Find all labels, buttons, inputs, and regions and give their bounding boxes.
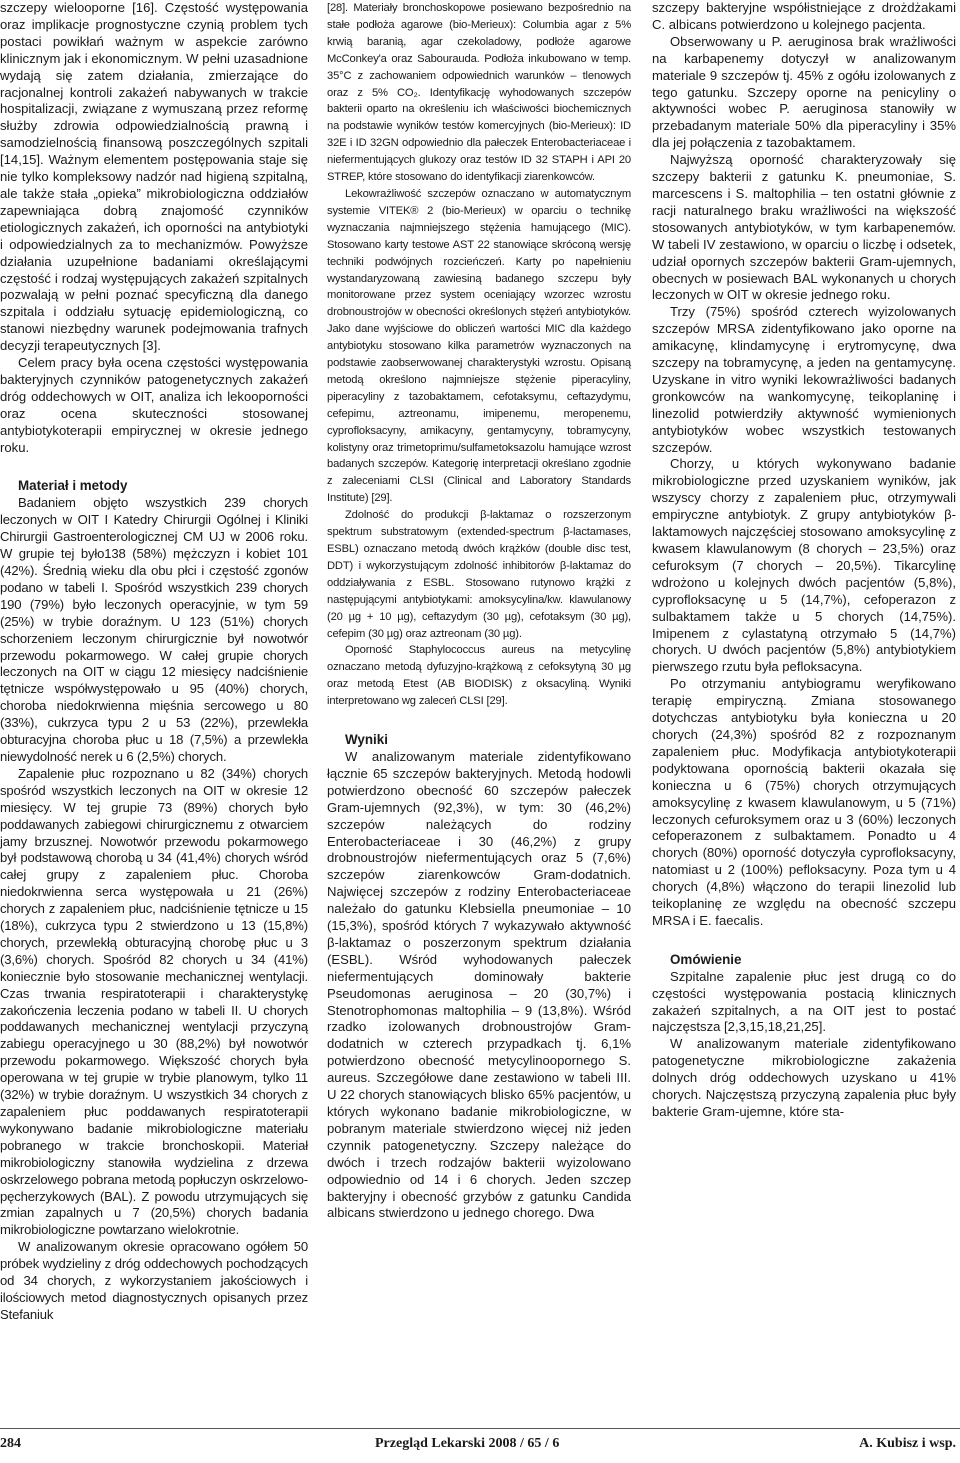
- column-1: [0, 0, 308, 1324]
- paragraph: Trzy (75%) spośród czterech wyizolowanych szczepów MRSA zidentyfikowano jako oporne na amikacynę, klindamycynę i erytromycynę, dwa szczepy na tobramycynę, a jeden na gentamycynę. Uzyskane in vitro wyniki lekowrażliwości badanych gronkowców na wankomycynę, teikoplaninę i linezolid potwierdziły aktywność wymienionych antybiotyków wobec wszystkich testowanych szczepów.: [652, 304, 956, 455]
- section-heading: Omówienie: [670, 951, 742, 967]
- journal-name: Przegląd Lekarski 2008 / 65 / 6: [375, 1436, 560, 1451]
- paragraph: Oporność Staphylococcus aureus na metycylinę oznaczano metodą dyfuzyjno-krążkową z cefoksytyną 30 µg oraz metodą Etest (AB BIODISK) z oksacyliną. Wyniki interpretowano wg zaleceń CLSI [29].: [327, 644, 631, 708]
- footer-rule: [0, 1428, 960, 1429]
- paragraph: Szpitalne zapalenie płuc jest drugą co do częstości występowania postacią klinicznych zakażeń szpitalnych, a na OIT jest to postać najczęstsza [2,3,15,18,21,25].: [652, 968, 956, 1035]
- paragraph: Lekowrażliwość szczepów oznaczano w automatycznym systemie VITEK® 2 (bio-Merieux) w oparciu o technikę wyznaczania najmniejszego stężenia hamującego (MIC). Stosowano karty testowe AST 22 stanowiące skróconą wersję techniki podwójnych rozcieńczeń. Karty po napełnieniu wystandaryzowaną zawiesiną badanego szczepu były monitorowane przez system oceniający wzorzec wzrostu drobnoustrojów w obecności określonych stężeń antybiotyków. Jako dane wyjściowe do obliczeń wartości MIC dla każdego antybiotyku stosowano kilka parametrów wyznaczonych na podstawie zaobserwowanej charakterystyki wzrostu. Opisaną metodą określono najmniejsze stężenie piperacyliny, piperacyliny z tazobaktamem, cefotaksymu, ceftazydymu, cefepimu, aztreonamu, imipenemu, meropenemu, cyprofloksacyny, amikacyny, gentamycyny, tobramycyny, kolistyny oraz trimetoprimu/sulfametoksazolu hamujące wzrost badanych szczepów. Kategorię interpretacji określano zgodnie z zaleceniami CLSI (Clinical and Laboratory Standards Institute) [29].: [327, 187, 631, 505]
- paragraph: Po otrzymaniu antybiogramu weryfikowano terapię empiryczną. Zmiana stosowanego dotychczas antybiotyku była konieczna u 20 chorych (24,3%) spośród 82 z rozpoznanym zapaleniem płuc. Modyfikacja antybiotykoterapii podyktowana opornością bakterii okazała się konieczna u 6 (75%) chorych otrzymujących amoksycylinę z kwasem klawulanowym, u 5 (71%) leczonych cefuroksymem oraz u 3 (60%) leczonych cefoperazonem z sulbaktamem. Ponadto u 4 chorych (80%) oporność dotyczyła cyprofloksacyny, natomiast u 2 (100%) pefloksacyny. Poza tym u 4 chorych (4,8%) włączono do terapii linezolid lub teikoplaninę ze względu na obecność szczepu MRSA i E. faecalis.: [652, 676, 956, 928]
- paragraph: Chorzy, u których wykonywano badanie mikrobiologiczne przed uzyskaniem wyników, jak wszyscy chorzy z zapaleniem płuc, otrzymywali empiryczne antybiotyk. Z grupy antybiotyków β-laktamowych najczęściej stosowano amoksycylinę z kwasem klawulanowym (8 chorych – 23,5%) oraz cefuroksym (7 chorych – 20,5%). Tikarcylinę wdrożono u kolejnych dwóch pacjentów (5,8%), cyprofloksacynę u 5 (14,7%), cefoperazon z sulbaktamem także u 5 chorych (14,75%). Imipenem z cylastatyną otrzymało 5 (14,7%) chorych. U dwóch pacjentów (5,8%) antybiotykiem pierwszego rzutu była pefloksacyna.: [652, 456, 956, 675]
- paragraph: szczepy bakteryjne współistniejące z drożdżakami C. albicans potwierdzono u kolejnego pacjenta.: [652, 0, 956, 32]
- paragraph: W analizowanym materiale zidentyfikowano łącznie 65 szczepów bakteryjnych. Metodą hodowli potwierdzono obecność 60 szczepów pałeczek Gram-ujemnych (92,3%), w tym: 30 (46,2%) szczepów należących do rodziny Enterobacteriaceae i 30 (46,2%) z grupy drobnoustrojów niefermentujących oraz 5 (7,6%) szczepów ziarenkowców Gram-dodatnich. Najwięcej szczepów z rodziny Enterobacteriaceae należało do gatunku Klebsiella pneumoniae – 10 (15,3%), spośród których 7 wykazywało aktywność β-laktamaz o poszerzonym spektrum działania (ESBL). Wśród wyhodowanych pałeczek niefermentujących dominowały bakterie Pseudomonas aeruginosa – 20 (30,7%) i Stenotrophomonas maltophilia – 9 (13,8%). Wśród rzadko izolowanych drobnoustrojów Gram-dodatnich w czterech przypadkach tj. 6,1% potwierdzono obecność metycylinoopornego S. aureus. Szczegółowe dane zestawiono w tabeli III. U 22 chorych stanowiących blisko 65% pacjentów, u których wykonano badanie mikrobiologiczne, w pobranym materiale stwierdzono więcej niż jeden czynnik patogenetyczny. Szczepy należące do dwóch i trzech rodzajów bakterii wyizolowano odpowiednio od 14 i 6 chorych. Jeden szczep bakteryjny i obecność grzybów z gatunku Candida albicans stwierdzono u jednego chorego. Dwa: [327, 748, 631, 1221]
- paragraph: W analizowanym okresie opracowano ogółem 50 próbek wydzieliny z dróg oddechowych pochodzących od 34 chorych, z wykorzystaniem jakościowych i ilościowych metod diagnostycznych opisanych przez Stefaniuk: [0, 1239, 308, 1322]
- page-number: 284: [0, 1436, 21, 1451]
- column-2: [327, 0, 631, 1222]
- page-footer: [0, 1432, 960, 1456]
- section-heading: Materiał i metody: [18, 478, 128, 494]
- section-heading: Wyniki: [345, 732, 388, 748]
- paragraph: Badaniem objęto wszystkich 239 chorych leczonych w OIT I Katedry Chirurgii Ogólnej i Kliniki Chirurgii Gastroenterologicznej CM UJ w 2006 roku. W grupie tej było138 (58%) mężczyzn i kobiet 101 (42%). Średnią wieku dla obu płci i częstość zgonów podano w tabeli I. Spośród wszystkich 239 chorych 190 (79%) było leczonych operacyjnie, w tym 59 (25%) w trybie doraźnym. U 123 (51%) chorych schorzeniem leczonym chirurgicznie był nowotwór przewodu pokarmowego. W całej grupie chorych leczonych na OIT w ciągu 12 miesięcy nadciśnienie tętnicze współwystępowało u 95 (40%) chorych, choroba niedokrwienna mięśnia sercowego u 80 (33%), cukrzyca typu 2 u 53 (22%), przewlekła obturacyjna choroba płuc u 18 (7,5%) a przewlekła niewydolność nerek u 6 (2,5%) chorych.: [0, 495, 308, 764]
- column-3: [652, 0, 956, 1121]
- paragraph: Obserwowany u P. aeruginosa brak wrażliwości na karbapenemy dotyczył w analizowanym materiale 9 szczepów tj. 45% z ogółu izolowanych z tego gatunku. Szczepy oporne na penicyliny o aktywności wobec P. aeruginosa stanowiły w przebadanym materiale 50% dla piperacyliny i 35% dla jej połączenia z tazobaktamem.: [652, 33, 956, 151]
- paragraph: szczepy wielooporne [16]. Częstość występowania oraz implikacje prognostyczne czynią problem tych postaci powikłań ważnym w aspekcie zarówno klinicznym jak i ekonomicznym. W pełni uzasadnione wydają się zatem działania, zmierzające do racjonalnej kontroli zakażeń nabywanych w trakcie hospitalizacji, związane z wymuszaną przez reformę służby zdrowia odpowiedzialnością prawną i samodzielnością finansową poszczególnych szpitali [14,15]. Ważnym elementem postępowania staje się nie tylko kompleksowy nadzór nad higieną szpitalną, ale także stała „opieka” mikrobiologiczna oddziałów zapewniająca dobrą znajomość czynników etiologicznych zakażeń, ich oporności na antybiotyki i odpowiedzialnych za to mechanizmów. Powyższe działania uzupełnione badaniami określającymi częstość i rodzaj występujących zakażeń szpitalnych pozwalają w pełni poznać specyficzną dla danego szpitala i oddziału sytuację epidemiologiczną, co stanowi niezbędny warunek podejmowania trafnych decyzji terapeutycznych [3].: [0, 0, 308, 354]
- paragraph: W analizowanym materiale zidentyfikowano patogenetyczne mikrobiologiczne zakażenia dolnych dróg oddechowych uzyskano u 41% chorych. Najczęstszą przyczyną zapalenia płuc były bakterie Gram-ujemne, które sta-: [652, 1036, 956, 1119]
- paragraph: Zdolność do produkcji β-laktamaz o rozszerzonym spektrum substratowym (extended-spectrum β-lactamases, ESBL) oznaczano metodą dwóch krążków (double disc test, DDT) i wykorzystującym zdolność inhibitorów β-laktamaz do oddziaływania z ESBL. Stosowano rutynowo krążki z następującymi antybiotykami: amoksycylina/kw. klawulanowy (20 µg + 10 µg), ceftazydym (30 µg), cefotaksym (30 µg), cefepim (30 µg) oraz aztreonam (30 µg).: [327, 509, 631, 640]
- paragraph: Zapalenie płuc rozpoznano u 82 (34%) chorych spośród wszystkich leczonych na OIT w okresie 12 miesięcy. W tej grupie 73 (89%) chorych było poddawanych zabiegowi chirurgicznemu z otwarciem jamy brzusznej. Nowotwór przewodu pokarmowego był podstawową chorobą u 34 (41,4%) chorych wśród całej grupy z zapaleniem płuc. Choroba niedokrwienna serca występowała u 21 (26%) chorych z zapaleniem płuc, nadciśnienie tętnicze u 15 (18%), cukrzyca typu 2 stwierdzono u 13 (15,8%) chorych, przewlekłą obturacyjną chorobę płuc u 3 (3,6%) chorych. Spośród 82 chorych u 34 (41%) koniecznie było stosowanie mechanicznej wentylacji. Czas trwania respiratoterapii i charakterystykę zakończenia leczenia podano w tabeli II. U chorych poddawanych mechanicznej wentylacji przyczyną zabiegu operacyjnego u 30 (88,2%) był nowotwór przewodu pokarmowego. Większość chorych była operowana w tej grupie w trybie planowym, tylko 11 (32%) w trybie doraźnym. U wszystkich 34 chorych z zapaleniem płuc poddawanych respiratoterapii wykonywano badanie mikrobiologiczne materiału pobranego w trakcie bronchoskopii. Materiał mikrobiologiczny stanowiła wydzielina z drzewa oskrzelowego pobrana metodą popłuczyn oskrzelowo-pęcherzykowych (BAL). Z powodu utrzymujących się zmian zapalnych u 7 (20,5%) chorych badania mikrobiologiczne powtarzano wielokrotnie.: [0, 765, 308, 1238]
- paragraph: Najwyższą oporność charakteryzowały się szczepy bakterii z gatunku K. pneumoniae, S. marcescens i S. maltophilia – ten ostatni głównie z racji naturalnego braku wrażliwości na większość stosowanych antybiotyków, w tym karbapenemów. W tabeli IV zestawiono, w oparciu o liczbę i odsetek, udział opornych szczepów bakterii Gram-ujemnych, obecnych w posiewach BAL wykonanych u chorych leczonych w OIT w okresie jednego roku.: [652, 152, 956, 303]
- paragraph: [28]. Materiały bronchoskopowe posiewano bezpośrednio na stałe podłoża agarowe (bio-Merieux): Columbia agar z 5% krwią baranią, agar czekoladowy, podłoże agarowe McConkey'a oraz Sabourauda. Podłoża inkubowano w temp. 35°C z zachowaniem odpowiednich warunków – tlenowych oraz z 5% CO₂. Identyfikację wyhodowanych szczepów bakterii oparto na określeniu ich właściwości biochemicznych na podstawie wyników testów komercyjnych (bio-Merieux): ID 32E i ID 32GN odpowiednio dla pałeczek Enterobacteriaceae i niefermentujących glukozy oraz testów ID 32 STAPH i API 20 STREP, które stosowano do identyfikacji ziarenkowców.: [327, 2, 631, 184]
- author-credit: A. Kubisz i wsp.: [859, 1436, 956, 1451]
- paragraph: Celem pracy była ocena częstości występowania bakteryjnych czynników patogenetycznych zakażeń dróg oddechowych w OIT, analiza ich lekooporności oraz ocena skuteczności stosowanej antybiotykoterapii empirycznej w okresie jednego roku.: [0, 355, 308, 455]
